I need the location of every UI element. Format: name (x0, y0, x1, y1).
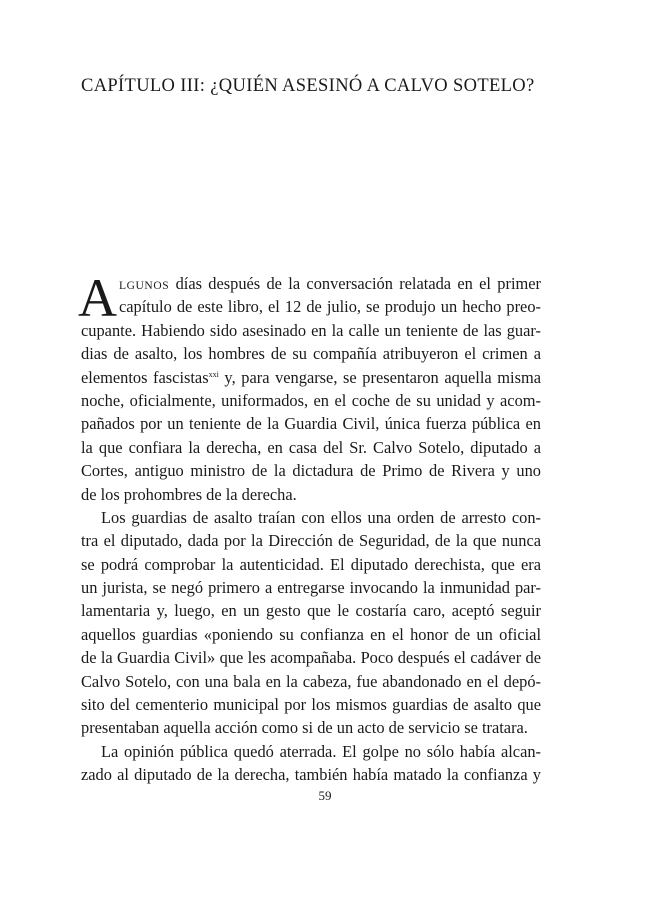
text-line: la que confiara la derecha, en casa del Sr. Calvo Sotelo, diputado a (81, 437, 541, 457)
text-line: zado al diputado de la derecha, también había matado la confianza y (81, 765, 541, 785)
text-line: noche, oficialmente, uniformados, en el coche de su unidad y acom- (81, 390, 541, 410)
text-line: Los guardias de asalto traían con ellos una orden de arresto con- (101, 507, 541, 527)
line-text: días después de la conversación relatada en el primer (169, 274, 541, 293)
drop-cap: A (78, 268, 117, 328)
line-text: elementos fascistas (81, 367, 209, 387)
text-line: capítulo de este libro, el 12 de julio, se produjo un hecho preo- (119, 297, 541, 317)
text-line: pañados por un teniente de la Guardia Civil, única fuerza pública en (81, 414, 541, 434)
text-line (81, 272, 541, 295)
page-number: 59 (318, 788, 332, 803)
text-line: de la Guardia Civil» que les acompañaba. Poco después el cadáver de (81, 648, 541, 668)
paragraph-1 (78, 268, 541, 506)
text-line: tra el diputado, dada por la Dirección de Seguridad, de la que nunca (81, 531, 541, 551)
text-line: Cortes, antiguo ministro de la dictadura de Primo de Rivera y uno (81, 461, 541, 481)
body-text (78, 268, 541, 787)
chapter-title: CAPÍTULO III: ¿QUIÉN ASESINÓ A CALVO SOTELO? (81, 76, 535, 96)
footnote-reference[interactable]: xxi (208, 369, 219, 379)
text-line: dias de asalto, los hombres de su compañía atribuyeron el crimen a (81, 344, 541, 364)
text-line: Calvo Sotelo, con una bala en la cabeza, fue abandonado en el depó- (81, 671, 541, 691)
small-caps-word: LGUNOS (119, 280, 170, 292)
text-line: La opinión pública quedó aterrada. El golpe no sólo había alcan- (101, 741, 541, 761)
text-line: sito del cementerio municipal por los mismos guardias de asalto que (81, 695, 541, 715)
text-line: presentaban aquella acción como si de un acto de servicio se tratara. (81, 718, 528, 738)
text-line: de los prohombres de la derecha. (81, 484, 297, 504)
paragraph-3 (81, 740, 541, 787)
paragraph-2 (81, 506, 541, 740)
text-line: aquellos guardias «poniendo su confianza en el honor de un oficial (81, 624, 541, 644)
line-text: y, para vengarse, se presentaron aquella misma (218, 367, 541, 387)
text-line: lamentaria y, luego, en un gesto que le costaría caro, aceptó seguir (81, 601, 541, 621)
text-line: cupante. Habiendo sido asesinado en la calle un teniente de las guar- (81, 320, 541, 340)
text-line: un jurista, se negó primero a entregarse invocando la inmunidad par- (81, 578, 541, 598)
text-line (81, 366, 541, 389)
text-line: se podrá comprobar la autenticidad. El diputado derechista, que era (81, 554, 541, 574)
